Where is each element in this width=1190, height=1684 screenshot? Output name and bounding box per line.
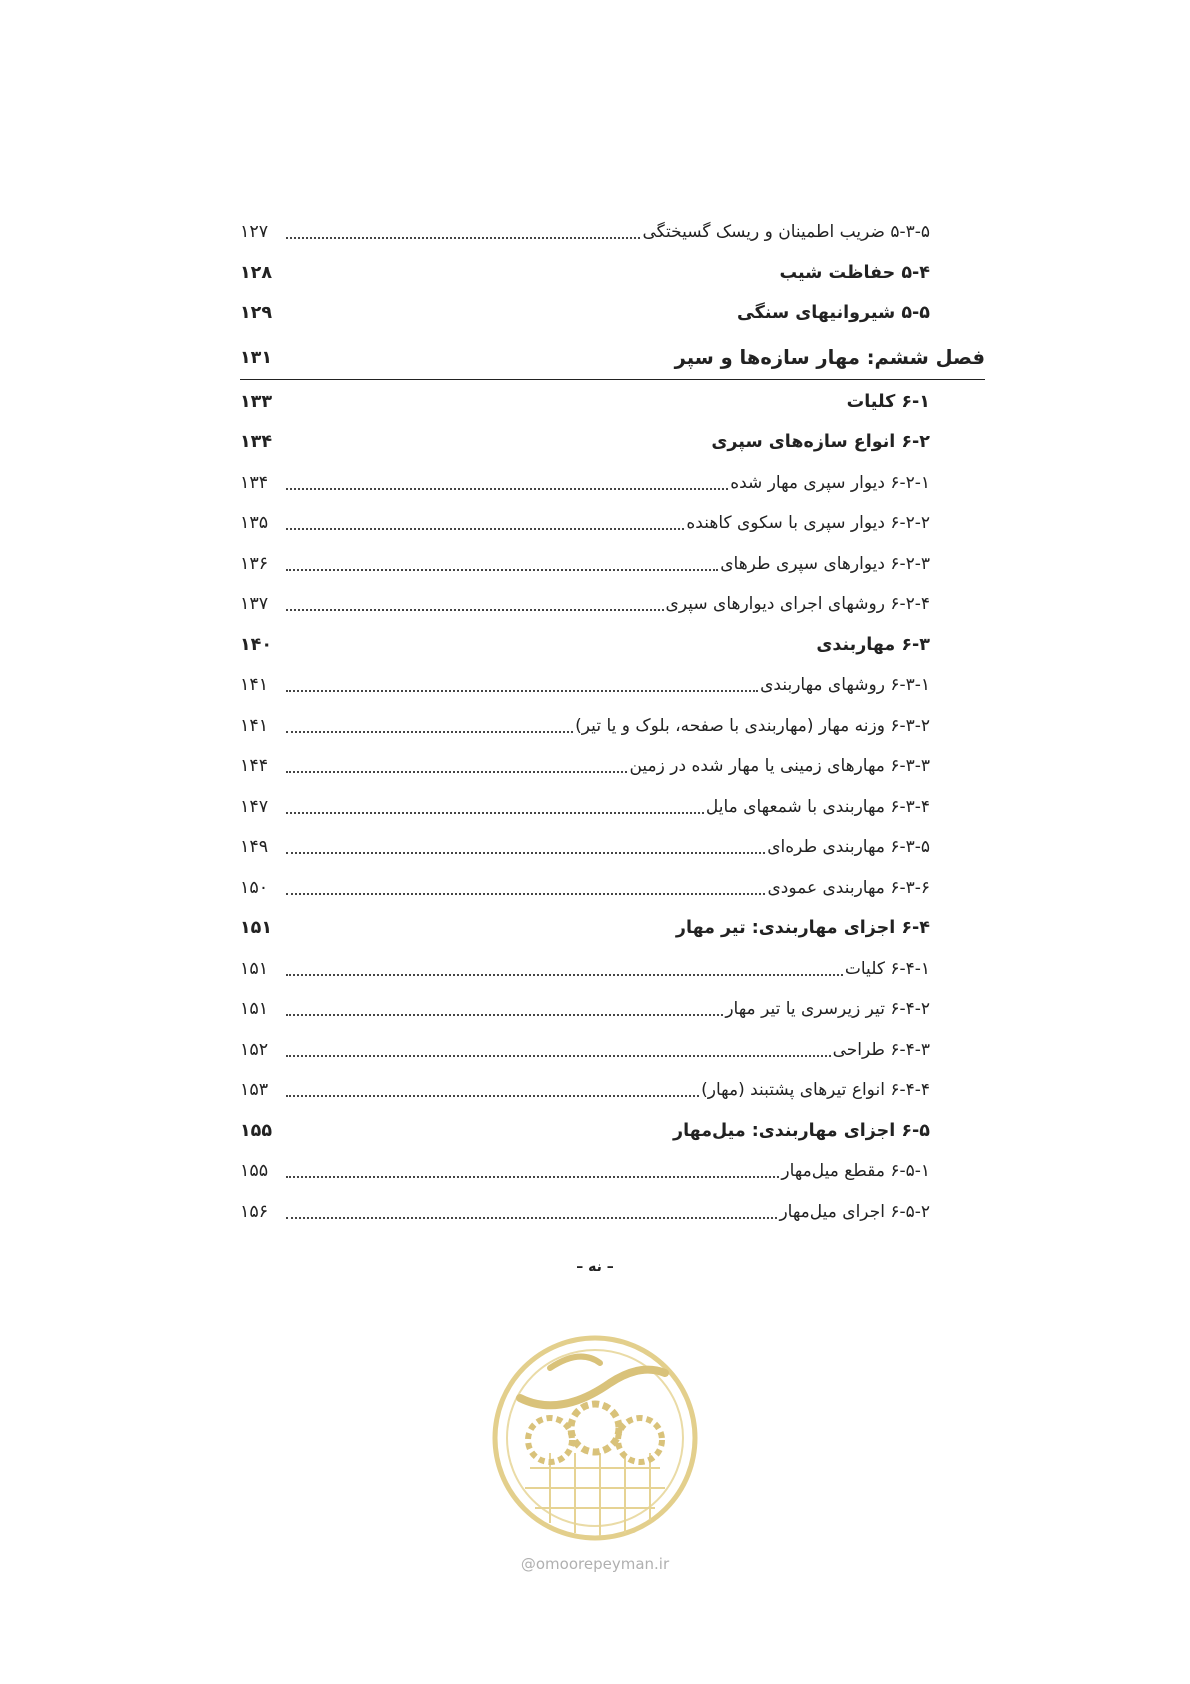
toc-entry-page: ۱۵۱ (240, 918, 273, 939)
toc-entry (240, 1111, 985, 1152)
toc-entry-page: ۱۳۷ (240, 594, 269, 615)
toc-entry-page: ۱۳۱ (240, 347, 273, 368)
dot-leader (286, 237, 640, 239)
dot-leader (286, 974, 843, 976)
toc-entry-page: ۱۵۱ (240, 999, 269, 1020)
toc-entry-title: ۵-۴ حفاظت شیب (779, 262, 930, 283)
toc-entry-title: ۶-۴-۳ طراحی (832, 1039, 930, 1060)
toc-entry-page: ۱۳۴ (240, 472, 269, 493)
dot-leader (286, 893, 765, 895)
toc-entry-page: ۱۳۶ (240, 553, 269, 574)
toc-entry-title: ۶-۴-۴ انواع تیرهای پشتبند (مهار) (701, 1080, 930, 1101)
toc-entry-page: ۱۴۴ (240, 756, 269, 777)
toc-entry (240, 706, 985, 747)
toc-entry (240, 1070, 985, 1111)
toc-entry (240, 503, 985, 544)
toc-entry-page: ۱۲۹ (240, 303, 273, 324)
toc-entry (240, 989, 985, 1030)
toc-entry-title: ۶-۳ مهاربندی (816, 634, 930, 655)
dot-leader (286, 690, 758, 692)
toc-entry-title: ۶-۳-۴ مهاربندی با شمعهای مایل (705, 796, 930, 817)
toc-entry (240, 746, 985, 787)
toc-entry-page: ۱۴۰ (240, 634, 273, 655)
toc-entry (240, 625, 985, 666)
toc-entry (240, 1192, 985, 1233)
toc-entry-page: ۱۵۱ (240, 958, 269, 979)
toc-entry (240, 584, 985, 625)
toc-entry (240, 422, 985, 463)
toc-entry-title: ۵-۳-۵ ضریب اطمینان و ریسک گسیختگی (642, 222, 930, 243)
toc-entry (240, 1030, 985, 1071)
toc-entry-title: ۶-۲ انواع سازه‌های سپری (711, 432, 930, 453)
toc-entry-title: ۶-۲-۳ دیوارهای سپری طرهای (720, 553, 930, 574)
dot-leader (286, 609, 664, 611)
toc-entry-title: ۶-۵-۲ اجرای میل‌مهار (779, 1201, 930, 1222)
toc-entry-title: ۶-۴-۱ کلیات (844, 958, 930, 979)
toc-entry-page: ۱۴۷ (240, 796, 269, 817)
toc-entry (240, 908, 985, 949)
toc-entry-page: ۱۳۵ (240, 513, 269, 534)
watermark-site: @omoorepeyman.ir (520, 1555, 670, 1573)
dot-leader (286, 731, 573, 733)
dot-leader (286, 1217, 777, 1219)
table-of-contents (240, 212, 985, 1232)
toc-entry-title: ۶-۴ اجزای مهاربندی: تیر مهار (675, 918, 930, 939)
toc-entry (240, 382, 985, 423)
toc-entry (240, 463, 985, 504)
toc-entry (240, 334, 985, 382)
toc-entry-page: ۱۲۸ (240, 262, 273, 283)
dot-leader (286, 771, 627, 773)
toc-entry-page: ۱۵۵ (240, 1120, 273, 1141)
toc-entry-page: ۱۵۲ (240, 1039, 269, 1060)
dot-leader (286, 1014, 723, 1016)
toc-entry-title: ۶-۵-۱ مقطع میل‌مهار (781, 1161, 930, 1182)
toc-entry-title: ۶-۴-۲ تیر زیرسری یا تیر مهار (725, 999, 930, 1020)
toc-entry (240, 1151, 985, 1192)
toc-entry (240, 787, 985, 828)
watermark-logo (490, 1328, 700, 1548)
toc-entry-page: ۱۴۹ (240, 837, 269, 858)
toc-entry-page: ۱۴۱ (240, 675, 269, 696)
dot-leader (286, 569, 718, 571)
toc-entry (240, 293, 985, 334)
toc-entry-title: ۶-۳-۶ مهاربندی عمودی (767, 877, 930, 898)
dot-leader (286, 528, 684, 530)
toc-entry-page: ۱۵۳ (240, 1080, 269, 1101)
toc-entry-title: ۶-۲-۲ دیوار سپری با سکوی کاهنده (686, 513, 930, 534)
toc-entry (240, 212, 985, 253)
toc-entry-page: ۱۵۵ (240, 1161, 269, 1182)
toc-entry-title: ۶-۲-۴ روشهای اجرای دیوارهای سپری (665, 594, 930, 615)
toc-entry-title: ۶-۲-۱ دیوار سپری مهار شده (730, 472, 930, 493)
toc-entry-title: ۶-۳-۲ وزنه مهار (مهاربندی با صفحه، بلوک و یا تیر) (575, 715, 930, 736)
toc-entry-page: ۱۳۳ (240, 391, 273, 412)
toc-entry-title: ۶-۳-۱ روشهای مهاربندی (760, 675, 930, 696)
toc-entry (240, 665, 985, 706)
dot-leader (286, 1095, 699, 1097)
toc-entry (240, 949, 985, 990)
page-number-footer: – نه – (576, 1259, 614, 1275)
toc-entry-page: ۱۳۴ (240, 432, 273, 453)
toc-entry (240, 868, 985, 909)
toc-entry (240, 253, 985, 294)
toc-entry (240, 827, 985, 868)
toc-entry-title: ۵-۵ شیروانیهای سنگی (736, 303, 930, 324)
toc-entry-title: ۶-۱ کلیات (846, 391, 930, 412)
dot-leader (286, 852, 765, 854)
toc-entry (240, 544, 985, 585)
dot-leader (286, 1055, 831, 1057)
toc-entry-title: فصل ششم: مهار سازه‌ها و سپر (674, 346, 985, 369)
toc-entry-title: ۶-۵ اجزای مهاربندی: میل‌مهار (673, 1120, 930, 1141)
toc-entry-page: ۱۵۶ (240, 1201, 269, 1222)
toc-entry-page: ۱۲۷ (240, 222, 269, 243)
toc-entry-page: ۱۴۱ (240, 715, 269, 736)
toc-entry-title: ۶-۳-۵ مهاربندی طره‌ای (767, 837, 930, 858)
dot-leader (286, 812, 704, 814)
dot-leader (286, 488, 728, 490)
toc-entry-title: ۶-۳-۳ مهارهای زمینی یا مهار شده در زمین (629, 756, 930, 777)
toc-entry-page: ۱۵۰ (240, 877, 269, 898)
dot-leader (286, 1176, 779, 1178)
